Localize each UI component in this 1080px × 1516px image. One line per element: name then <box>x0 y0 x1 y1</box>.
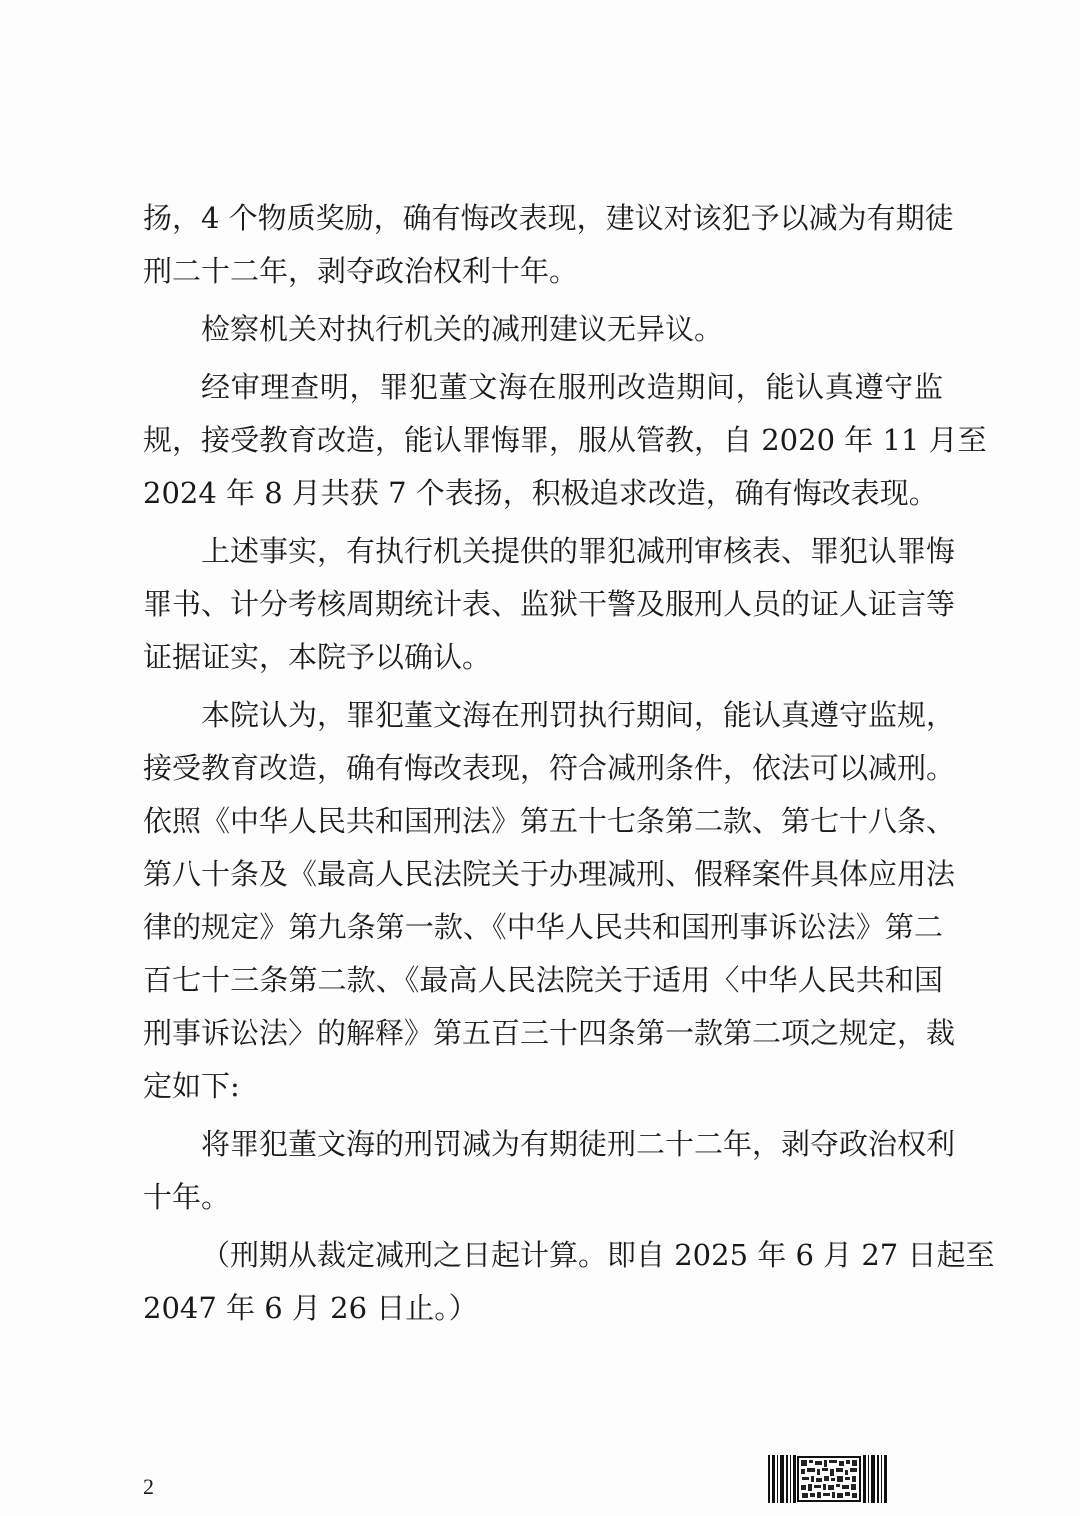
paragraph-findings: 经审理查明，罪犯董文海在服刑改造期间，能认真遵守监 <box>201 370 943 404</box>
text-line: 规，接受教育改造，能认罪悔罪，服从管教，自 2020 年 11 月至 <box>143 423 987 457</box>
paragraph-court-opinion: 本院认为，罪犯董文海在刑罚执行期间，能认真遵守监规， <box>201 698 956 732</box>
text-line: 定如下: <box>143 1069 240 1103</box>
text-line: 2024 年 8 月共获 7 个表扬，积极追求改造，确有悔改表现。 <box>143 476 938 510</box>
paragraph-evidence: 上述事实，有执行机关提供的罪犯减刑审核表、罪犯认罪悔 <box>201 534 956 568</box>
text-line: 接受教育改造，确有悔改表现，符合减刑条件，依法可以减刑。 <box>143 751 956 785</box>
text-line: 十年。 <box>143 1180 231 1214</box>
text-line: 证据证实，本院予以确认。 <box>143 640 492 674</box>
text-line: 第八十条及《最高人民法院关于办理减刑、假释案件具体应用法 <box>143 857 956 891</box>
paragraph-prosecutor-opinion: 检察机关对执行机关的减刑建议无异议。 <box>201 312 724 346</box>
barcode-icon <box>768 1455 888 1503</box>
text-line: 依照《中华人民共和国刑法》第五十七条第二款、第七十八条、 <box>143 804 956 838</box>
text-line: 刑事诉讼法〉的解释》第五百三十四条第一款第二项之规定，裁 <box>143 1016 956 1050</box>
text-line: 律的规定》第九条第一款、《中华人民共和国刑事诉讼法》第二 <box>143 910 943 944</box>
page-number: 2 <box>143 1474 154 1499</box>
paragraph-sentence-term: （刑期从裁定减刑之日起计算。即自 2025 年 6 月 27 日起至 <box>201 1238 995 1272</box>
text-line: 罪书、计分考核周期统计表、监狱干警及服刑人员的证人证言等 <box>143 587 956 621</box>
text-line: 百七十三条第二款、《最高人民法院关于适用〈中华人民共和国 <box>143 963 943 997</box>
document-body <box>143 192 995 1335</box>
text-line: 刑二十二年，剥夺政治权利十年。 <box>143 254 579 288</box>
text-line: 扬，4 个物质奖励，确有悔改表现，建议对该犯予以减为有期徒 <box>143 201 954 235</box>
paragraph-ruling: 将罪犯董文海的刑罚减为有期徒刑二十二年，剥夺政治权利 <box>201 1127 956 1161</box>
text-line: 2047 年 6 月 26 日止。） <box>143 1291 478 1325</box>
